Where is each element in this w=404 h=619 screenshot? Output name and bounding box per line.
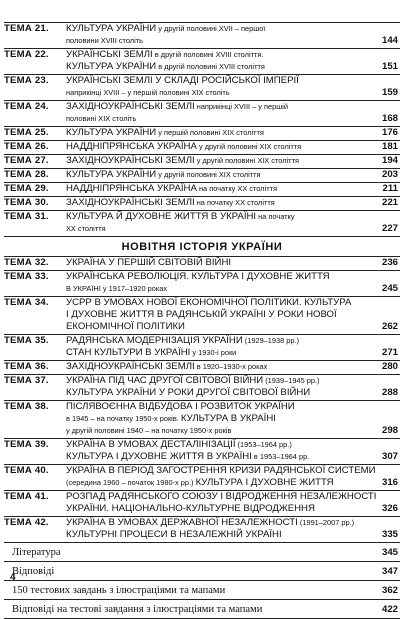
- topic-title-line: [66, 113, 368, 125]
- page-number-ref: 194: [381, 155, 398, 166]
- topic-title-sub: в 1920–1930-х роках: [194, 362, 268, 371]
- page-number-ref: 181: [381, 141, 398, 152]
- topic-title-main: КУЛЬТУРА В УКРАЇНІ: [180, 413, 276, 424]
- topic-title-sub: наприкінці XVIII – у першій: [194, 102, 288, 111]
- topic-label: ТЕМА 38.: [4, 401, 49, 412]
- topic-title-sub: XX століття: [66, 224, 106, 233]
- topic-title-main: УКРАЇНА В ПЕРІОД ЗАГОСТРЕННЯ КРИЗИ РАДЯНСЬКОЇ СИСТЕМИ: [66, 465, 376, 476]
- page-number-ref: 245: [381, 283, 398, 294]
- topic-label: ТЕМА 24.: [4, 101, 49, 112]
- page-number-ref: 362: [381, 585, 398, 596]
- topic-title-sub: в другій половині XVIII століття: [156, 62, 265, 71]
- topic-title-main: УКРАЇНСЬКА РЕВОЛЮЦІЯ. КУЛЬТУРА І ДУХОВНЕ ЖИТТЯ: [66, 271, 330, 282]
- topic-label: ТЕМА 30.: [4, 197, 49, 208]
- topic-title-main: РОЗПАД РАДЯНСЬКОГО СОЮЗУ І ВІДРОДЖЕННЯ НЕЗАЛЕЖНОСТІ: [66, 491, 377, 502]
- topic-title-line: [66, 61, 368, 73]
- page-number-ref: 288: [381, 387, 398, 398]
- page-number-ref: 298: [381, 425, 398, 436]
- topic-title-line: [66, 141, 368, 153]
- topic-title-main: УКРАЇНСЬКІ ЗЕМЛІ: [66, 49, 153, 60]
- topic-title-main: УКРАЇНИ. НАЦІОНАЛЬНО-КУЛЬТУРНЕ ВІДРОДЖЕННЯ: [66, 503, 315, 514]
- topic-title-sub: (1929–1938 рр.): [242, 336, 300, 345]
- topic-title-main: І ДУХОВНЕ ЖИТТЯ В РАДЯНСЬКІЙ УКРАЇНІ У РОКИ НОВОЇ: [66, 309, 337, 320]
- page-number-ref: 262: [381, 321, 398, 332]
- toc-simple-entry[interactable]: [4, 603, 400, 616]
- toc-simple-entry[interactable]: [4, 584, 400, 597]
- topic-title-main: КУЛЬТУРА УКРАЇНИ У РОКИ ДРУГОЇ СВІТОВОЇ ВІЙНИ: [66, 387, 311, 398]
- topic-title-sub: половини XVIII століть: [66, 36, 143, 45]
- topic-title-main: КУЛЬТУРА УКРАЇНИ: [66, 61, 157, 72]
- topic-title-line: [66, 271, 368, 283]
- topic-label: ТЕМА 21.: [4, 23, 49, 34]
- topic-title-line: [66, 49, 368, 61]
- topic-title-sub: у другій половині XIX століття: [196, 142, 302, 151]
- topic-title-line: [66, 23, 368, 35]
- topic-title-line: [66, 425, 368, 437]
- topic-label: ТЕМА 28.: [4, 169, 49, 180]
- page-number-ref: 422: [381, 604, 398, 615]
- topic-title-main: ПІСЛЯВОЄННА ВІДБУДОВА І РОЗВИТОК УКРАЇНИ: [66, 401, 295, 412]
- topic-title-sub: у першій половині XIX століття: [156, 128, 264, 137]
- topic-title-main: КУЛЬТУРА УКРАЇНИ: [66, 127, 157, 138]
- topic-title-line: [66, 465, 376, 477]
- topic-title-main: КУЛЬТУРА УКРАЇНИ: [66, 169, 157, 180]
- page-number-ref: 335: [381, 529, 398, 540]
- page-number-ref: 151: [381, 61, 398, 72]
- topic-title-line: [66, 503, 368, 515]
- topic-label: ТЕМА 29.: [4, 183, 49, 194]
- topic-title-line: [66, 297, 368, 309]
- topic-label: ТЕМА 32.: [4, 257, 49, 268]
- topic-title-line: [66, 347, 368, 359]
- topic-label: ТЕМА 40.: [4, 465, 49, 476]
- divider: [4, 236, 400, 237]
- page-number-ref: 203: [381, 169, 398, 180]
- topic-label: ТЕМА 27.: [4, 155, 49, 166]
- divider: [4, 561, 400, 562]
- page-number-ref: 271: [381, 347, 398, 358]
- topic-title-sub: в 1953–1964 рр.: [251, 452, 310, 461]
- topic-title-line: [66, 477, 368, 489]
- topic-title-sub: у другій половині 1940 – на початку 1950-х років: [66, 426, 232, 435]
- topic-title-line: [66, 361, 368, 373]
- topic-title-sub: на початку XX століття: [196, 184, 277, 193]
- topic-title-main: ЗАХІДНОУКРАЇНСЬКІ ЗЕМЛІ: [66, 197, 195, 208]
- topic-title-line: [66, 183, 368, 195]
- page-number-ref: 280: [381, 361, 398, 372]
- topic-label: ТЕМА 26.: [4, 141, 49, 152]
- divider: [4, 580, 400, 581]
- entry-title: Відповіді на тестові завдання з ілюстраціями та мапами: [12, 604, 263, 615]
- page-number-ref: 307: [381, 451, 398, 462]
- entry-title: Література: [12, 547, 61, 558]
- topic-title-main: УСРР В УМОВАХ НОВОЇ ЕКОНОМІЧНОЇ ПОЛІТИКИ. КУЛЬТУРА: [66, 297, 352, 308]
- topic-title-line: [66, 321, 368, 333]
- topic-title-main: НАДДНІПРЯНСЬКА УКРАЇНА: [66, 183, 197, 194]
- topic-title-line: [66, 257, 368, 269]
- topic-title-main: КУЛЬТУРА І ДУХОВНЕ ЖИТТЯ В УКРАЇНІ: [66, 451, 252, 462]
- topic-title-line: [66, 387, 368, 399]
- topic-title-line: [66, 439, 368, 451]
- topic-title-sub: у другій половині XIX століття: [194, 156, 299, 165]
- topic-title-line: [66, 529, 368, 541]
- topic-title-sub: (середина 1960 – початок 1980-х рр.): [66, 478, 196, 487]
- topic-label: ТЕМА 35.: [4, 335, 49, 346]
- page-number-ref: 221: [381, 197, 398, 208]
- page-number-ref: 236: [381, 257, 398, 268]
- topic-title-line: [66, 75, 368, 87]
- topic-label: ТЕМА 41.: [4, 491, 49, 502]
- topic-title-sub: (1991–2007 рр.): [297, 518, 355, 527]
- page-number-ref: 176: [381, 127, 398, 138]
- page-number-ref: 159: [381, 87, 398, 98]
- topic-title-line: [66, 35, 368, 47]
- topic-title-sub: (1939–1945 рр.): [263, 376, 320, 385]
- topic-title-line: [66, 155, 368, 167]
- topic-title-line: [66, 335, 368, 347]
- topic-title-main: КУЛЬТУРНІ ПРОЦЕСИ В НЕЗАЛЕЖНІЙ УКРАЇНІ: [66, 529, 282, 540]
- topic-title-line: [66, 413, 368, 425]
- page-number-ref: 316: [381, 477, 398, 488]
- topic-label: ТЕМА 34.: [4, 297, 49, 308]
- page-number-ref: 168: [381, 113, 398, 124]
- divider: [4, 542, 400, 543]
- topic-title-main: СТАН КУЛЬТУРИ В УКРАЇНІ: [66, 347, 191, 358]
- topic-title-sub: наприкінці XVIII – у першій половині XIX століть: [66, 88, 230, 97]
- topic-title-main: КУЛЬТУРА І ДУХОВНЕ ЖИТТЯ: [195, 477, 334, 488]
- toc-simple-entry[interactable]: [4, 565, 400, 578]
- topic-title-main: УКРАЇНА ПІД ЧАС ДРУГОЇ СВІТОВОЇ ВІЙНИ: [66, 375, 264, 386]
- topic-title-line: [66, 223, 368, 235]
- section-heading: НОВІТНЯ ІСТОРІЯ УКРАЇНИ: [121, 241, 283, 253]
- page-number: 4: [10, 572, 16, 583]
- topic-title-line: [66, 491, 377, 503]
- topic-title-sub: В УКРАЇНІ у 1917–1920 роках: [66, 284, 168, 293]
- topic-title-main: УКРАЇНА В УМОВАХ ДЕСТАЛІНІЗАЦІЇ: [66, 439, 236, 450]
- topic-title-line: [66, 401, 368, 413]
- topic-title-line: [66, 87, 368, 99]
- topic-title-line: [66, 127, 368, 139]
- page-number-ref: 144: [381, 35, 398, 46]
- topic-label: ТЕМА 25.: [4, 127, 49, 138]
- topic-title-line: [66, 309, 368, 321]
- topic-title-main: ЗАХІДНОУКРАЇНСЬКІ ЗЕМЛІ: [66, 101, 195, 112]
- topic-title-line: [66, 197, 368, 209]
- topic-label: ТЕМА 31.: [4, 211, 49, 222]
- topic-title-line: [66, 283, 368, 295]
- topic-title-sub: в 1945 – на початку 1950-х років.: [66, 414, 181, 423]
- page-number-ref: 211: [382, 183, 398, 194]
- topic-title-line: [66, 211, 368, 223]
- topic-title-main: КУЛЬТУРА УКРАЇНИ: [66, 23, 157, 34]
- topic-title-main: ЗАХІДНОУКРАЇНСЬКІ ЗЕМЛІ: [66, 361, 195, 372]
- topic-title-main: РАДЯНСЬКА МОДЕРНІЗАЦІЯ УКРАЇНИ: [66, 335, 243, 346]
- page-number-ref: 227: [381, 223, 398, 234]
- topic-title-main: УКРАЇНА В УМОВАХ ДЕРЖАВНОЇ НЕЗАЛЕЖНОСТІ: [66, 517, 298, 528]
- topic-title-sub: на початку: [256, 212, 295, 221]
- topic-label: ТЕМА 39.: [4, 439, 49, 450]
- topic-label: ТЕМА 36.: [4, 361, 49, 372]
- topic-title-main: ЗАХІДНОУКРАЇНСЬКІ ЗЕМЛІ: [66, 155, 195, 166]
- topic-title-main: УКРАЇНА У ПЕРШІЙ СВІТОВІЙ ВІЙНІ: [66, 257, 232, 268]
- topic-title-sub: у другій половині XVII – першої: [156, 24, 266, 33]
- topic-title-line: [66, 451, 368, 463]
- topic-title-line: [66, 169, 368, 181]
- topic-title-line: [66, 517, 368, 529]
- entry-title: 150 тестових завдань з ілюстраціями та мапами: [12, 585, 226, 596]
- page-number-ref: 347: [381, 566, 398, 577]
- topic-label: ТЕМА 42.: [4, 517, 49, 528]
- topic-title-line: [66, 101, 368, 113]
- topic-title-line: [66, 375, 368, 387]
- page-number-ref: 345: [381, 547, 398, 558]
- topic-title-sub: (1953–1964 рр.): [235, 440, 292, 449]
- page-number-ref: 326: [381, 503, 398, 514]
- topic-label: ТЕМА 37.: [4, 375, 49, 386]
- topic-title-sub: половині XIX століть: [66, 114, 137, 123]
- topic-title-main: ЕКОНОМІЧНОЇ ПОЛІТИКИ: [66, 321, 185, 332]
- topic-title-sub: на початку XX століття: [194, 198, 275, 207]
- topic-title-sub: у 1930-і роки: [190, 348, 237, 357]
- entry-title: Відповіді: [12, 566, 55, 577]
- topic-label: ТЕМА 23.: [4, 75, 49, 86]
- topic-title-main: УКРАЇНСЬКІ ЗЕМЛІ У СКЛАДІ РОСІЙСЬКОЇ ІМПЕРІЇ: [66, 75, 299, 86]
- topic-title-main: КУЛЬТУРА Й ДУХОВНЕ ЖИТТЯ В УКРАЇНІ: [66, 211, 257, 222]
- topic-label: ТЕМА 33.: [4, 271, 49, 282]
- topic-label: ТЕМА 22.: [4, 49, 49, 60]
- topic-title-sub: в другій половині XVIII століття.: [152, 50, 264, 59]
- topic-title-main: НАДДНІПРЯНСЬКА УКРАЇНА: [66, 141, 197, 152]
- toc-simple-entry[interactable]: [4, 546, 400, 559]
- topic-title-sub: у другій половині XIX століття: [156, 170, 261, 179]
